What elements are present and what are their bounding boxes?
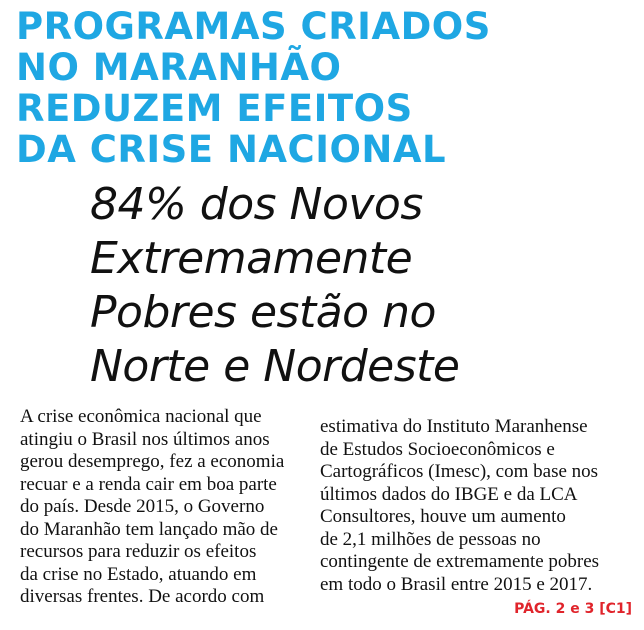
body-line: atingiu o Brasil nos últimos anos: [20, 428, 270, 450]
subheadline-line: Pobres estão no: [90, 287, 436, 338]
body-line: do país. Desde 2015, o Governo: [20, 496, 265, 517]
body-line: de Estudos Socioeconômicos e: [320, 438, 555, 460]
headline-line: PROGRAMAS CRIADOS: [16, 5, 491, 48]
subheadline-line: Norte e Nordeste: [90, 341, 460, 392]
body-line: A crise econômica nacional que: [20, 406, 262, 427]
subheadline: [90, 178, 459, 394]
body-line: recursos para reduzir os efeitos: [20, 541, 257, 562]
body-line: em todo o Brasil entre 2015 e 2017.: [320, 573, 593, 595]
body-line: estimativa do Instituto Maranhense: [320, 416, 588, 437]
body-line: recuar e a renda cair em boa parte: [20, 473, 277, 495]
body-line: do Maranhão tem lançado mão de: [20, 518, 278, 540]
page-reference: PÁG. 2 e 3 [C1]: [514, 601, 632, 617]
body-column-right: [320, 416, 599, 596]
body-line: Consultores, houve um aumento: [320, 506, 566, 527]
subheadline-line: Extremamente: [90, 233, 413, 284]
body-line: últimos dados do IBGE e da LCA: [320, 483, 578, 505]
subheadline-line: 84% dos Novos: [90, 179, 423, 230]
body-line: Cartográficos (Imesc), com base nos: [320, 461, 599, 482]
headline-line: DA CRISE NACIONAL: [16, 128, 447, 171]
body-line: diversas frentes. De acordo com: [20, 586, 265, 607]
body-line: da crise no Estado, atuando em: [20, 563, 257, 585]
body-column-left: [20, 406, 284, 609]
body-line: de 2,1 milhões de pessoas no: [320, 528, 541, 550]
body-line: contingente de extremamente pobres: [320, 551, 600, 572]
headline-line: REDUZEM EFEITOS: [16, 87, 413, 130]
headline: [16, 6, 491, 170]
headline-line: NO MARANHÃO: [16, 46, 342, 89]
body-line: gerou desemprego, fez a economia: [20, 451, 285, 472]
